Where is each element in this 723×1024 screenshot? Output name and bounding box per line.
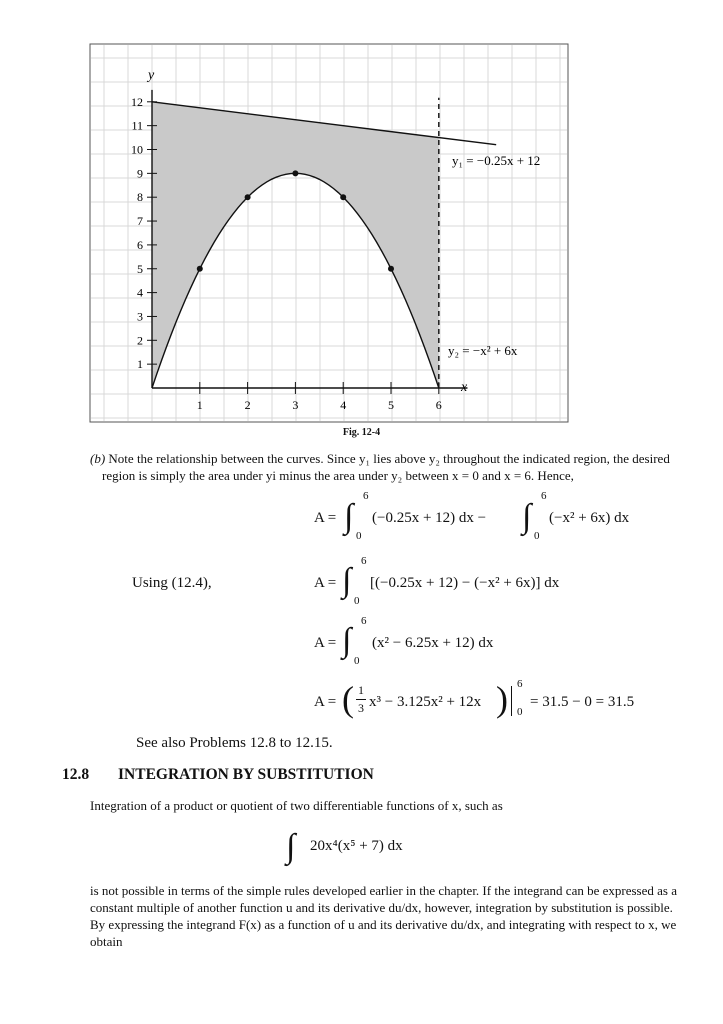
data-point — [292, 170, 298, 176]
equation-1 — [314, 490, 694, 546]
eq3-upper: 6 — [361, 615, 367, 627]
using-label: Using (12.4), — [132, 575, 212, 591]
fraction-bar — [356, 699, 366, 700]
y-tick-label: 9 — [137, 166, 143, 181]
eq2-body: [(−0.25x + 12) − (−x² + 6x)] dx — [370, 575, 560, 591]
y-tick-label: 4 — [137, 285, 143, 300]
line2-label: y₂ = −x² + 6x — [448, 343, 518, 358]
equation-2 — [132, 555, 632, 615]
part-b-text — [90, 450, 687, 484]
intro-text: Integration of a product or quotient of two differentiable functions of x, such as — [90, 798, 503, 813]
eq4-lhs: A = — [314, 694, 337, 710]
y-axis-label: y — [148, 68, 155, 83]
eq2-lhs: A = — [314, 575, 337, 591]
integral-sign: ∫ — [344, 498, 354, 535]
x-axis-label: x — [461, 380, 468, 395]
eq1-term2: (−x² + 6x) dx — [549, 510, 630, 526]
y-tick-label: 7 — [137, 214, 143, 229]
x-tick-label: 3 — [292, 398, 299, 412]
evaluation-bar — [511, 686, 512, 716]
y-tick-label: 5 — [137, 261, 143, 276]
data-point — [388, 266, 394, 272]
eq4-result: = 31.5 − 0 = 31.5 — [530, 694, 635, 710]
eq4-frac-den: 3 — [358, 701, 364, 715]
y-tick-label: 6 — [137, 237, 143, 252]
closing-text: is not possible in terms of the simple rules developed earlier in the chapter. If the integrand can be expressed as a constant multiple of another function u and its derivative du/dx, however, integration by substitution is possible. By expressing the integrand F(x) as a function of u and its derivative du/dx, and integrating with respect to x, we obtain — [90, 883, 677, 949]
eq5-body: 20x⁴(x⁵ + 7) dx — [310, 838, 403, 854]
integral-sign: ∫ — [286, 828, 296, 865]
data-point — [340, 194, 346, 200]
equation-3 — [314, 615, 614, 675]
eq1-lhs: A = — [314, 510, 337, 526]
integral-sign: ∫ — [522, 498, 532, 535]
left-paren: ( — [342, 679, 354, 719]
part-b-label: (b) — [90, 451, 106, 466]
equation-5 — [286, 828, 486, 876]
see-also: See also Problems 12.8 to 12.15. — [136, 735, 333, 751]
data-point — [245, 194, 251, 200]
eq2-lower: 0 — [354, 595, 360, 607]
eq4-lower: 0 — [517, 706, 523, 718]
x-tick-label: 4 — [340, 398, 347, 412]
eq3-lower: 0 — [354, 655, 360, 667]
part-b-body: Note the relationship between the curves. Since y₁ lies above y₂ throughout the indicated region, the desired region is simply the area under yi minus the area under y₂ between x = 0 and x = 6. Hence, — [102, 451, 670, 483]
line1-label: y₁ = −0.25x + 12 — [452, 153, 541, 168]
right-paren: ) — [496, 679, 508, 719]
eq4-frac-num: 1 — [358, 683, 364, 697]
y-tick-label: 1 — [137, 357, 143, 372]
eq4-body: x³ − 3.125x² + 12x — [369, 694, 482, 710]
y-tick-label: 2 — [137, 333, 143, 348]
equation-4 — [314, 680, 684, 724]
eq2-upper: 6 — [361, 555, 367, 567]
x-tick-label: 1 — [196, 398, 203, 412]
x-tick-label: 5 — [388, 398, 394, 412]
eq3-lhs: A = — [314, 635, 337, 651]
x-tick-label: 6 — [435, 398, 442, 412]
y-tick-label: 8 — [137, 190, 143, 205]
y-tick-label: 10 — [131, 142, 143, 157]
section-title: INTEGRATION BY SUBSTITUTION — [118, 766, 374, 783]
eq1-upper: 6 — [363, 490, 369, 502]
y-tick-label: 11 — [131, 118, 143, 133]
y-tick-label: 12 — [131, 94, 143, 109]
eq1-upper-2: 6 — [541, 490, 547, 502]
y-tick-label: 3 — [137, 309, 143, 324]
section-number: 12.8 — [62, 766, 90, 783]
eq3-body: (x² − 6.25x + 12) dx — [372, 635, 494, 651]
integral-sign: ∫ — [342, 562, 352, 599]
eq1-lower-2: 0 — [534, 530, 540, 542]
x-tick-label: 2 — [244, 398, 251, 412]
figure-12-4 — [0, 0, 723, 430]
eq1-term1: (−0.25x + 12) dx − — [372, 510, 487, 526]
eq1-lower: 0 — [356, 530, 362, 542]
eq4-upper: 6 — [517, 678, 523, 690]
integral-sign: ∫ — [342, 622, 352, 659]
data-point — [197, 266, 203, 272]
figure-caption: Fig. 12-4 — [342, 427, 381, 438]
